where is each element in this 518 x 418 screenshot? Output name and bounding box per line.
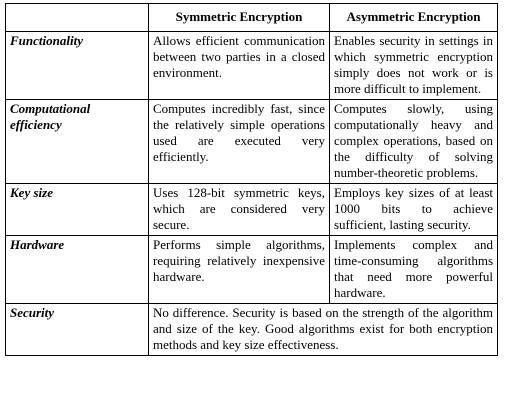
cell-computational-efficiency-asymmetric: Computes slowly, using computationally heavy and complex operations, based on the difficulty of solving number-theoretic problems.	[330, 100, 498, 184]
comparison-table-container	[5, 3, 498, 356]
cell-functionality-asymmetric: Enables security in settings in which symmetric encryption simply does not work or is more difficult to implement.	[330, 32, 498, 100]
cell-hardware-symmetric: Performs simple algorithms, requiring relatively inexpensive hardware.	[149, 236, 330, 304]
cell-key-size-asymmetric: Employs key sizes of at least 1000 bits to achieve sufficient, lasting security.	[330, 184, 498, 236]
row-label-security: Security	[6, 304, 149, 356]
row-label-functionality: Functionality	[6, 32, 149, 100]
cell-security-merged: No difference. Security is based on the strength of the algorithm and size of the key. Good algorithms exist for both encryption methods and key size effectiveness.	[149, 304, 498, 356]
table-row-key-size	[6, 184, 498, 236]
header-corner-cell	[6, 4, 149, 32]
encryption-comparison-table	[5, 3, 498, 356]
header-asymmetric-encryption: Asymmetric Encryption	[330, 4, 498, 32]
cell-computational-efficiency-symmetric: Computes incredibly fast, since the relatively simple operations used are executed very efficiently.	[149, 100, 330, 184]
cell-key-size-symmetric: Uses 128-bit symmetric keys, which are considered very secure.	[149, 184, 330, 236]
table-row-computational-efficiency	[6, 100, 498, 184]
table-row-security	[6, 304, 498, 356]
cell-hardware-asymmetric: Implements complex and time-consuming algorithms that need more powerful hardware.	[330, 236, 498, 304]
table-row-hardware	[6, 236, 498, 304]
row-label-computational-efficiency: Computational efficiency	[6, 100, 149, 184]
row-label-hardware: Hardware	[6, 236, 149, 304]
table-row-functionality	[6, 32, 498, 100]
cell-functionality-symmetric: Allows efficient communication between two parties in a closed environment.	[149, 32, 330, 100]
header-symmetric-encryption: Symmetric Encryption	[149, 4, 330, 32]
row-label-key-size: Key size	[6, 184, 149, 236]
table-header-row	[6, 4, 498, 32]
